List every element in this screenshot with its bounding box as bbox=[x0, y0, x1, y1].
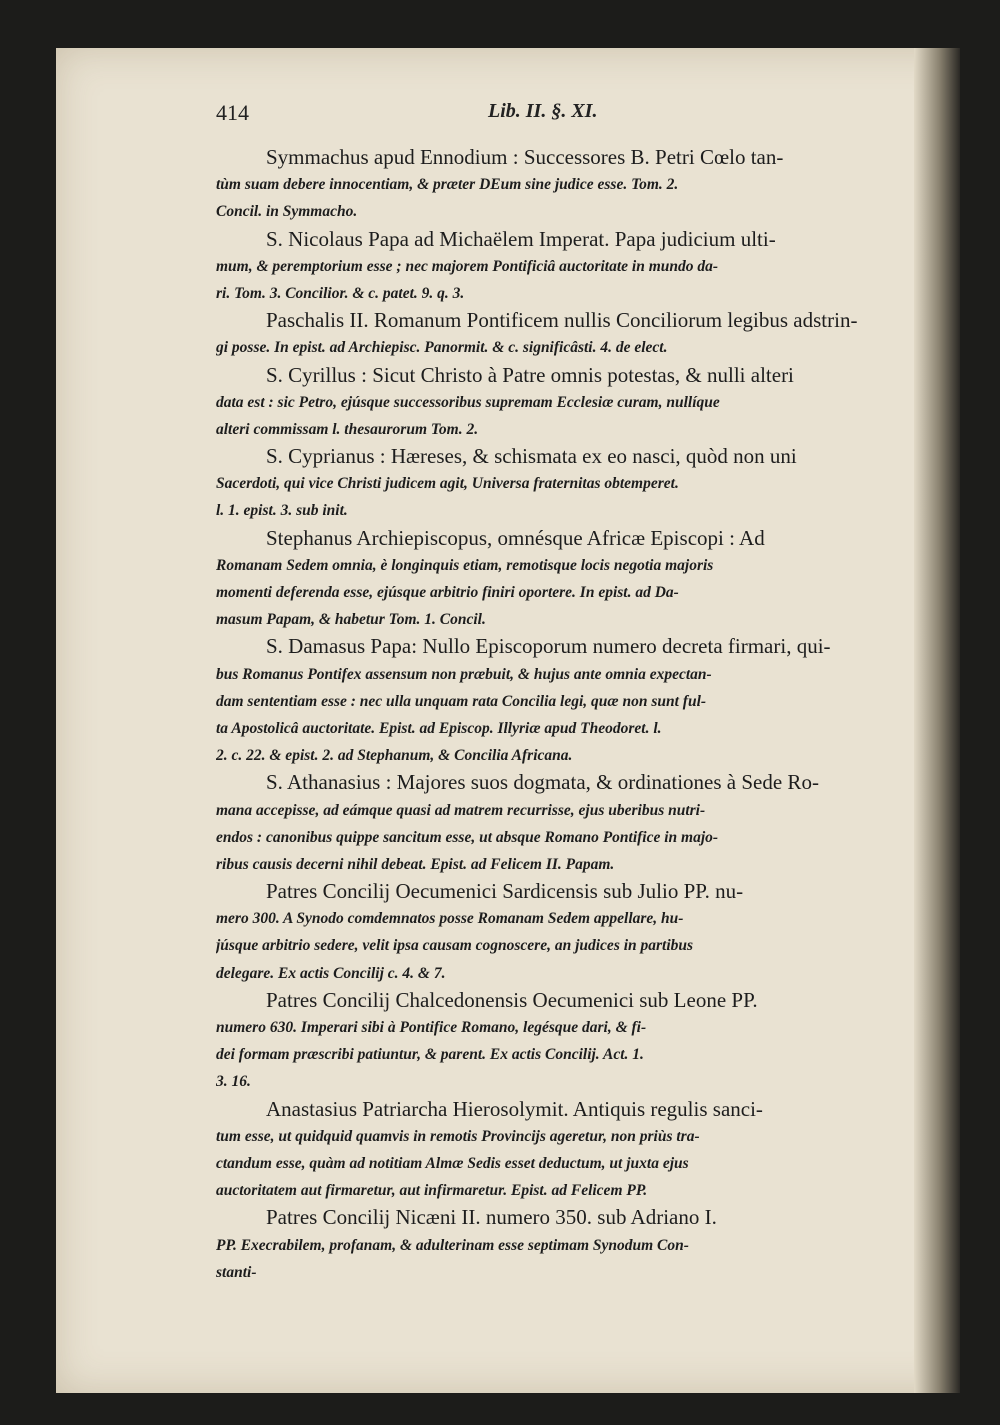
entry-text-line: Concil. in Symmacho. bbox=[216, 203, 358, 221]
entry-text-line: momenti deferenda esse, ejúsque arbitrio finiri oportere. In epist. ad Da- bbox=[216, 584, 679, 601]
entry-text-line: dei formam præscribi patiuntur, & parent. Ex actis Concilij. Act. 1. bbox=[216, 1046, 644, 1064]
citation-entry bbox=[216, 362, 916, 444]
entry-heading-line: S. Cyrillus : Sicut Christo à Patre omnis potestas, & nulli alteri bbox=[266, 362, 794, 387]
entry-text-line: Romanam Sedem omnia, è longinquis etiam, remotisque locis negotia majoris bbox=[216, 556, 714, 574]
entry-text-line: endos : canonibus quippe sancitum esse, ut absque Romano Pontifice in majo- bbox=[216, 828, 719, 846]
entry-text-line: gi posse. In epist. ad Archiepisc. Panormit. & c. significâsti. 4. de elect. bbox=[216, 339, 668, 357]
citation-entry bbox=[216, 1096, 916, 1205]
entry-text-line: numero 630. Imperari sibi à Pontifice Romano, legésque dari, & fi- bbox=[216, 1019, 647, 1036]
entry-text-line: 2. c. 22. & epist. 2. ad Stephanum, & Concilia Africana. bbox=[216, 747, 573, 765]
entry-heading-line: Patres Concilij Nicæni II. numero 350. sub Adriano I. bbox=[266, 1205, 717, 1230]
entry-text-line: ri. Tom. 3. Concilior. & c. patet. 9. q. 3. bbox=[216, 284, 465, 302]
entry-heading-line: Patres Concilij Chalcedonensis Oecumenici sub Leone PP. bbox=[266, 987, 758, 1012]
entry-heading-line: S. Nicolaus Papa ad Michaëlem Imperat. Papa judicium ulti- bbox=[266, 226, 776, 251]
entry-text-line: dam sententiam esse : nec ulla unquam rata Concilia legi, quæ non sunt ful- bbox=[216, 692, 707, 710]
citation-entry bbox=[216, 144, 916, 226]
entry-text-line: stanti- bbox=[216, 1263, 257, 1281]
entry-text-line: data est : sic Petro, ejúsque successoribus supremam Ecclesiæ curam, nullíque bbox=[216, 393, 720, 411]
citation-entry bbox=[216, 987, 916, 1096]
entry-heading-line: Stephanus Archiepiscopus, omnésque Africæ Episcopi : Ad bbox=[266, 525, 765, 550]
citation-entry bbox=[216, 307, 916, 361]
entry-heading-line: Paschalis II. Romanum Pontificem nullis Conciliorum legibus adstrin- bbox=[266, 308, 858, 333]
entry-text-line: PP. Execrabilem, profanam, & adulterinam esse septimam Synodum Con- bbox=[216, 1236, 689, 1254]
entry-text-line: auctoritatem aut firmaretur, aut infirmaretur. Epist. ad Felicem PP. bbox=[216, 1182, 648, 1200]
citation-entry bbox=[216, 226, 916, 308]
entry-text-line: tum esse, ut quidquid quamvis in remotis Provincijs ageretur, non priùs tra- bbox=[216, 1127, 700, 1145]
page-number: 414 bbox=[216, 100, 249, 125]
citation-entry bbox=[216, 1204, 916, 1286]
entry-text-line: 3. 16. bbox=[216, 1073, 251, 1091]
entry-heading-line: Anastasius Patriarcha Hierosolymit. Antiquis regulis sanci- bbox=[266, 1096, 763, 1121]
entry-heading-line: Symmachus apud Ennodium : Successores B. Petri Cœlo tan- bbox=[266, 145, 784, 169]
entry-text-line: bus Romanus Pontifex assensum non præbuit, & hujus ante omnia expectan- bbox=[216, 665, 712, 683]
entry-text-line: ribus causis decerni nihil debeat. Epist. ad Felicem II. Papam. bbox=[216, 855, 615, 873]
entry-heading-line: S. Damasus Papa: Nullo Episcoporum numero decreta firmari, qui- bbox=[266, 634, 831, 659]
entry-text-line: masum Papam, & habetur Tom. 1. Concil. bbox=[216, 611, 486, 629]
citation-entry bbox=[216, 443, 916, 525]
citation-entry bbox=[216, 878, 916, 987]
citation-entry bbox=[216, 769, 916, 878]
entry-text-line: mana accepisse, ad eámque quasi ad matrem recurrisse, ejus uberibus nutri- bbox=[216, 801, 706, 819]
running-head: Lib. II. §. XI. bbox=[488, 100, 598, 122]
page-header bbox=[216, 100, 916, 130]
entry-heading-line: S. Cyprianus : Hæreses, & schismata ex eo nasci, quòd non uni bbox=[266, 444, 797, 469]
entry-text-line: mum, & peremptorium esse ; nec majorem Pontificiâ auctoritate in mundo da- bbox=[216, 257, 719, 275]
entry-text-line: l. 1. epist. 3. sub init. bbox=[216, 502, 348, 520]
entry-heading-line: Patres Concilij Oecumenici Sardicensis sub Julio PP. nu- bbox=[266, 879, 744, 904]
entry-text-line: mero 300. A Synodo comdemnatos posse Romanam Sedem appellare, hu- bbox=[216, 910, 684, 928]
page-body bbox=[216, 144, 916, 1286]
entry-text-line: alteri commissam l. thesaurorum Tom. 2. bbox=[216, 420, 479, 438]
page-gutter bbox=[914, 48, 960, 1393]
entry-text-line: delegare. Ex actis Concilij c. 4. & 7. bbox=[216, 964, 446, 982]
entry-text-line: júsque arbitrio sedere, velit ipsa causam cognoscere, an judices in partibus bbox=[216, 937, 694, 955]
entry-text-line: Sacerdoti, qui vice Christi judicem agit, Universa fraternitas obtemperet. bbox=[216, 475, 679, 493]
entry-heading-line: S. Athanasius : Majores suos dogmata, & ordinationes à Sede Ro- bbox=[266, 770, 819, 795]
citation-entry bbox=[216, 525, 916, 634]
entry-text-line: tùm suam debere innocentiam, & præter DEum sine judice esse. Tom. 2. bbox=[216, 176, 679, 194]
citation-entry bbox=[216, 633, 916, 769]
entry-text-line: ta Apostolicâ auctoritate. Epist. ad Episcop. Illyriæ apud Theodoret. l. bbox=[216, 719, 662, 737]
entry-text-line: ctandum esse, quàm ad notitiam Almæ Sedis esset deductum, ut juxta ejus bbox=[216, 1154, 689, 1172]
